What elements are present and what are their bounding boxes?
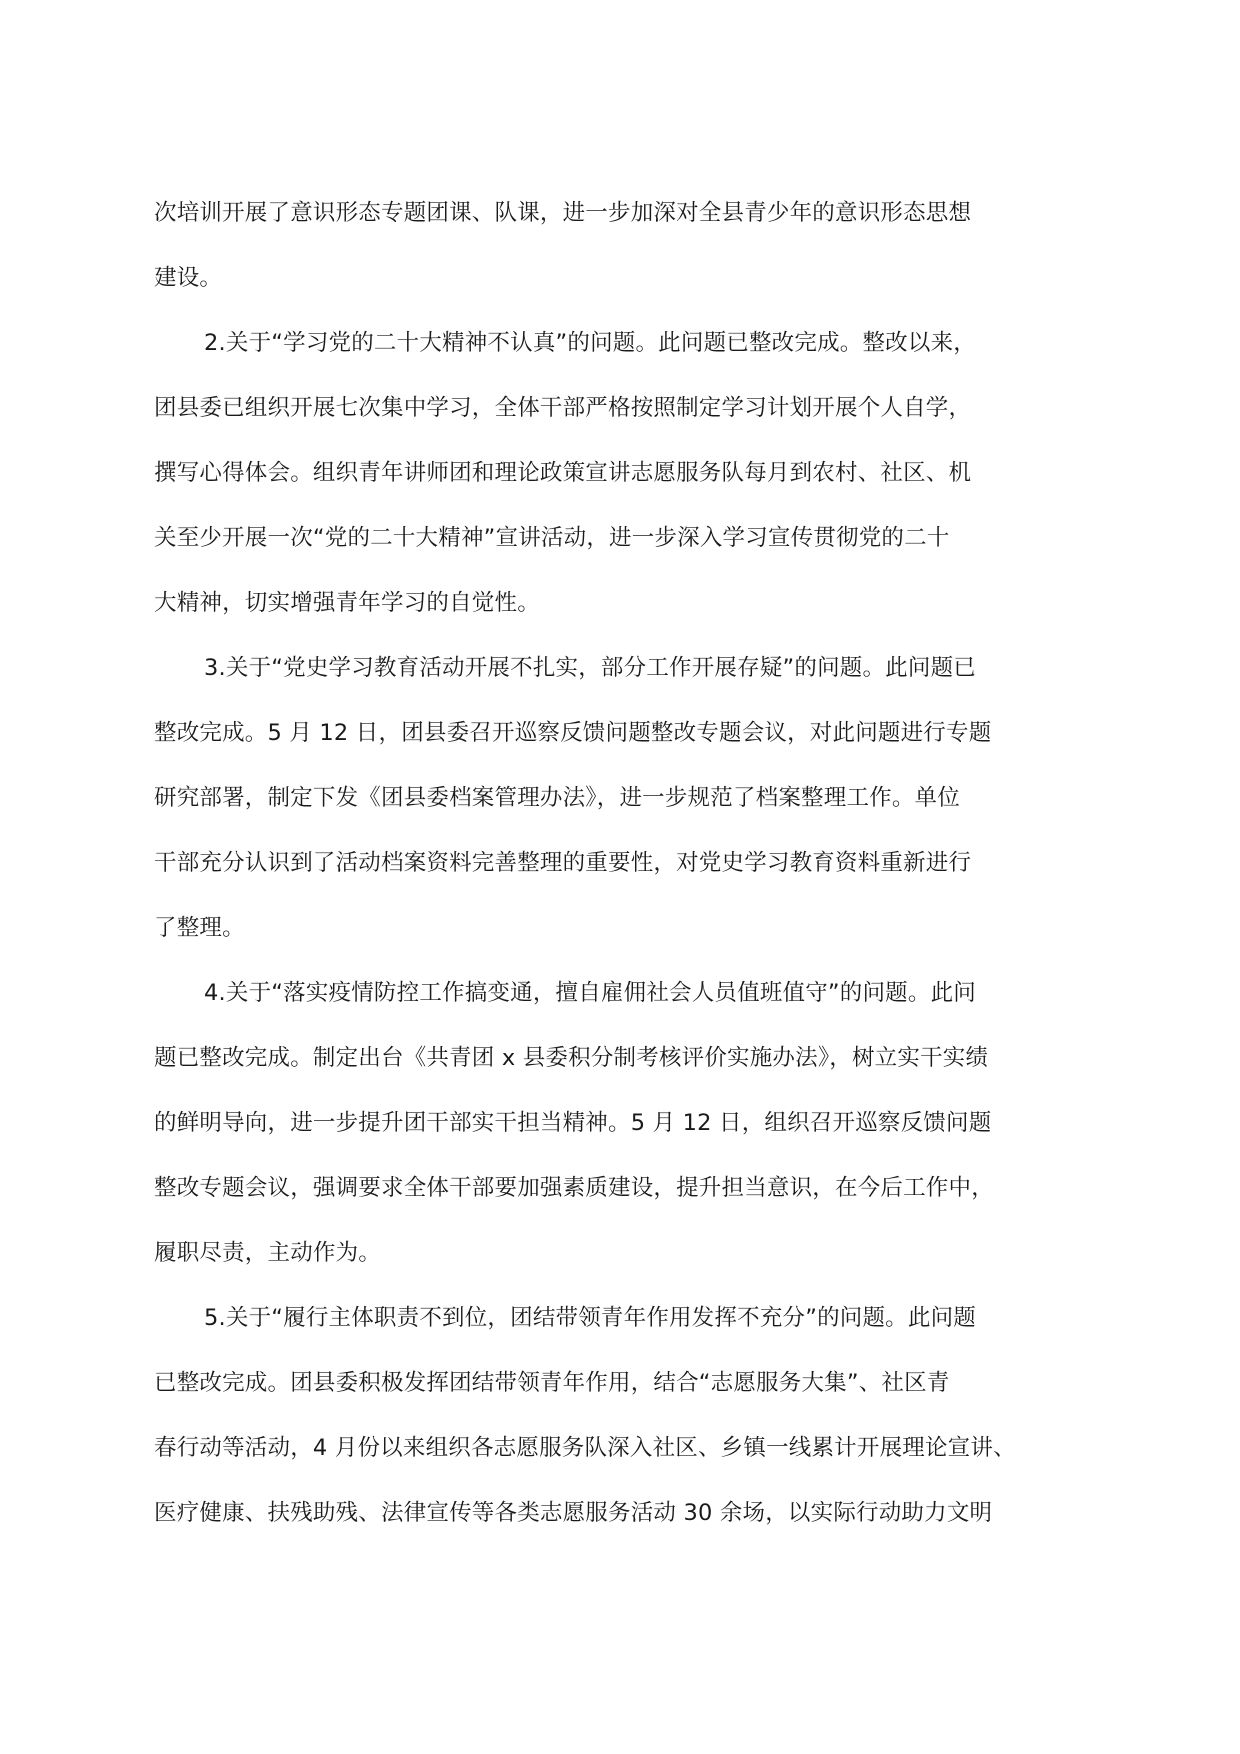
text-line: 医疗健康、扶残助残、法律宣传等各类志愿服务活动 30 余场，以实际行动助力文明 [154, 1500, 993, 1526]
text-line: 题已整改完成。制定出台《共青团 x 县委积分制考核评价实施办法》，树立实干实绩 [154, 1045, 989, 1071]
text-line: 了整理。 [154, 915, 245, 941]
paragraph-start-line: 4.关于“落实疫情防控工作搞变通，擅自雇佣社会人员值班值守”的问题。此问 [204, 980, 976, 1006]
text-line: 履职尽责，主动作为。 [154, 1240, 382, 1266]
text-line: 次培训开展了意识形态专题团课、队课，进一步加深对全县青少年的意识形态思想 [154, 200, 972, 226]
text-line: 干部充分认识到了活动档案资料完善整理的重要性，对党史学习教育资料重新进行 [154, 850, 972, 876]
text-line: 整改专题会议，强调要求全体干部要加强素质建设，提升担当意识，在今后工作中， [154, 1175, 994, 1201]
text-line: 大精神，切实增强青年学习的自觉性。 [154, 590, 540, 616]
text-line: 建设。 [154, 265, 223, 291]
text-line: 春行动等活动，4 月份以来组织各志愿服务队深入社区、乡镇一线累计开展理论宣讲、 [154, 1435, 1016, 1461]
text-line: 撰写心得体会。组织青年讲师团和理论政策宣讲志愿服务队每月到农村、社区、机 [154, 460, 972, 486]
text-line: 整改完成。5 月 12 日，团县委召开巡察反馈问题整改专题会议，对此问题进行专题 [154, 720, 992, 746]
paragraph-start-line: 2.关于“学习党的二十大精神不认真”的问题。此问题已整改完成。整改以来， [204, 330, 976, 356]
paragraph-start-line: 5.关于“履行主体职责不到位，团结带领青年作用发挥不充分”的问题。此问题 [204, 1305, 976, 1331]
text-line: 研究部署，制定下发《团县委档案管理办法》，进一步规范了档案整理工作。单位 [154, 785, 960, 811]
text-line: 已整改完成。团县委积极发挥团结带领青年作用，结合“志愿服务大集”、社区青 [154, 1370, 950, 1396]
document-body [154, 190, 1094, 1555]
text-line: 团县委已组织开展七次集中学习，全体干部严格按照制定学习计划开展个人自学， [154, 395, 972, 421]
paragraph-start-line: 3.关于“党史学习教育活动开展不扎实，部分工作开展存疑”的问题。此问题已 [204, 655, 976, 681]
text-line: 的鲜明导向，进一步提升团干部实干担当精神。5 月 12 日，组织召开巡察反馈问题 [154, 1110, 992, 1136]
text-line: 关至少开展一次“党的二十大精神”宣讲活动，进一步深入学习宣传贯彻党的二十 [154, 525, 950, 551]
